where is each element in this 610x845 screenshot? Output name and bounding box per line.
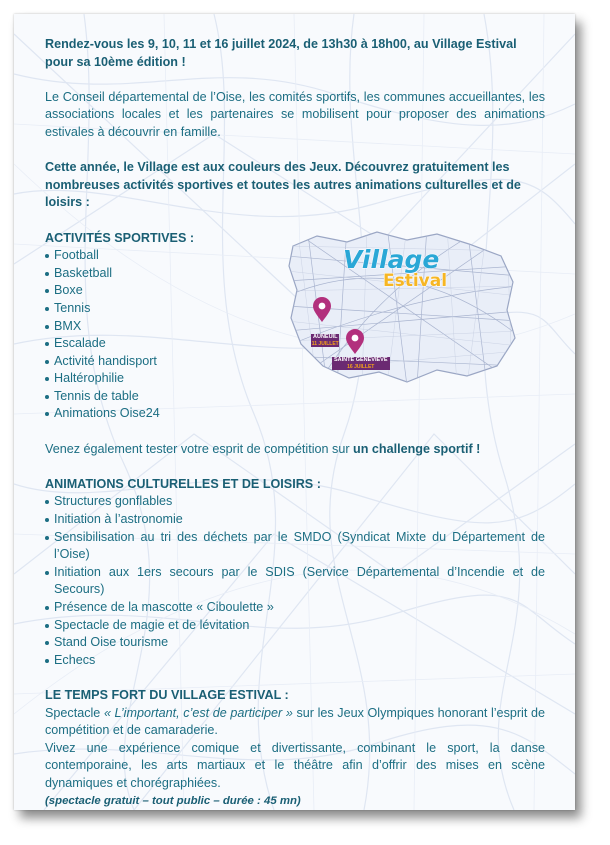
pin-auneuil-date: 11 JUILLET: [311, 340, 339, 347]
village-estival-map: [287, 226, 519, 386]
challenge-bold: un challenge sportif !: [353, 441, 481, 456]
highlight-show: [45, 705, 545, 740]
highlight-suffix: sur les Jeux Olympiques honorant l’esprit de compétition et de camaraderie.: [45, 705, 545, 738]
cultural-list: [45, 493, 545, 669]
highlight-prefix: Spectacle: [45, 705, 104, 720]
list-item: Escalade: [45, 335, 305, 353]
flyer-content: [45, 36, 545, 810]
list-item: Tennis: [45, 300, 305, 318]
list-item: Boxe: [45, 282, 305, 300]
list-item: Animations Oise24: [45, 405, 305, 423]
pin-auneuil-town: AUNEUIL: [313, 334, 338, 340]
challenge-text: Venez également tester votre esprit de compétition sur: [45, 441, 354, 456]
highlight-heading: LE TEMPS FORT DU VILLAGE ESTIVAL :: [45, 687, 289, 702]
flyer-page: [14, 14, 575, 810]
show-title: « L’important, c’est de participer »: [103, 705, 293, 720]
list-item: Spectacle de magie et de lévitation: [45, 617, 545, 635]
sports-list: [45, 247, 305, 423]
list-item: Structures gonflables: [45, 493, 545, 511]
pin-sainte-genevieve-date: 16 JUILLET: [332, 364, 390, 371]
cultural-heading: ANIMATIONS CULTURELLES ET DE LOISIRS :: [45, 476, 321, 491]
list-item: Initiation aux 1ers secours par le SDIS (Service Départemental d’Incendie et de Secours): [45, 564, 545, 599]
logo-estival-text: Estival: [383, 271, 448, 291]
highlight-description: Vivez une expérience comique et divertissante, combinant le sport, la danse contemporaine, les arts martiaux et le théâtre afin d’offrir des mises en scène dynamiques et chorégraphiées.: [45, 740, 545, 790]
list-item: Présence de la mascotte « Ciboulette »: [45, 599, 545, 617]
list-item: BMX: [45, 318, 305, 336]
show-note: (spectacle gratuit – tout public – durée : 45 mn): [45, 794, 301, 807]
year-announcement: Cette année, le Village est aux couleurs des Jeux. Découvrez gratuitement les nombreuses activités sportives et toutes les autres animations culturelles et de loisirs :: [45, 160, 521, 210]
list-item: Sensibilisation au tri des déchets par le SMDO (Syndicat Mixte du Département de l’Oise): [45, 529, 545, 564]
list-item: Tennis de table: [45, 388, 305, 406]
oise-map-shape: [287, 226, 519, 386]
intro-paragraph: Le Conseil départemental de l’Oise, les comités sportifs, les communes accueillantes, les associations locales et les partenaires se mobilisent pour proposer des animations estivales à découvrir en famille.: [45, 89, 545, 139]
pin-sainte-genevieve-town: SAINTE GENEVIÈVE: [334, 357, 388, 363]
list-item: Football: [45, 247, 305, 265]
list-item: Basketball: [45, 265, 305, 283]
logo-village-text: Village: [343, 245, 440, 274]
list-item: Stand Oise tourisme: [45, 634, 545, 652]
list-item: Activité handisport: [45, 353, 305, 371]
list-item: Echecs: [45, 652, 545, 670]
pin-sainte-genevieve-label: [330, 356, 392, 371]
sports-heading: ACTIVITÉS SPORTIVES :: [45, 230, 195, 245]
challenge-paragraph: [45, 441, 545, 459]
list-item: Initiation à l’astronomie: [45, 511, 545, 529]
intro-dates: Rendez-vous les 9, 10, 11 et 16 juillet 2024, de 13h30 à 18h00, au Village Estival pour sa 10ème édition !: [45, 37, 517, 69]
list-item: Haltérophilie: [45, 370, 305, 388]
pin-auneuil-label: [309, 333, 341, 348]
